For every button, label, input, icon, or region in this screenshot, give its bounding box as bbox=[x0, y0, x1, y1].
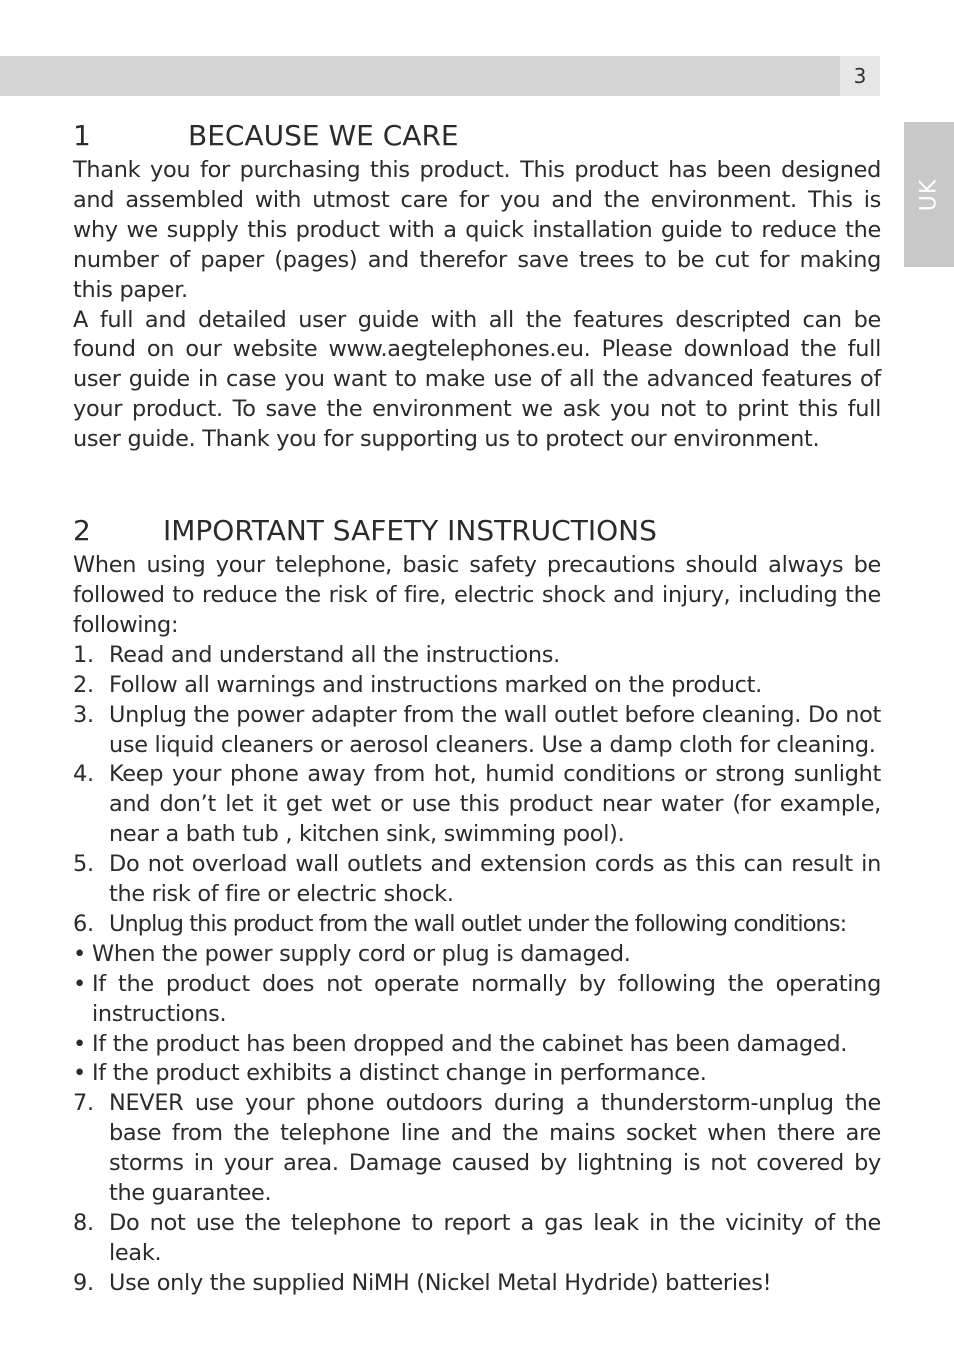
section-2-intro: When using your telephone, basic safety precautions should always be followed to reduce the risk of fire, electric shock and injury, including the following: bbox=[73, 552, 881, 638]
section-2-number: 2 bbox=[73, 514, 91, 548]
safety-instructions-list-continued bbox=[73, 1089, 881, 1298]
list-item-text: Keep your phone away from hot, humid conditions or strong sunlight and don’t let it get wet or use this product near water (for example, near a bath tub , kitchen sink, swimming pool). bbox=[109, 761, 881, 848]
list-item bbox=[73, 1269, 881, 1299]
page-content bbox=[73, 116, 881, 1299]
list-item bbox=[73, 1209, 881, 1269]
list-item-text: NEVER use your phone outdoors during a thunderstorm-unplug the base from the telephone line and the mains socket when there are storms in your area. Damage caused by lightning is not covered by the guarantee. bbox=[109, 1090, 881, 1207]
list-item bbox=[73, 850, 881, 910]
bullet-item bbox=[73, 970, 881, 1030]
bullet-marker: • bbox=[73, 970, 86, 997]
section-1-heading bbox=[73, 116, 881, 156]
list-item bbox=[73, 701, 881, 761]
list-item-text: Read and understand all the instructions. bbox=[109, 641, 560, 668]
section-2-heading bbox=[73, 511, 881, 551]
header-bar bbox=[0, 56, 840, 96]
list-marker: 8. bbox=[73, 1210, 94, 1236]
language-tab bbox=[904, 122, 954, 267]
page-number: 3 bbox=[840, 56, 880, 96]
conditions-list bbox=[73, 940, 881, 1090]
list-item-text: Follow all warnings and instructions marked on the product. bbox=[109, 671, 762, 698]
list-marker: 6. bbox=[73, 910, 94, 937]
list-item-text: Unplug the power adapter from the wall outlet before cleaning. Do not use liquid cleaners or aerosol cleaners. Use a damp cloth for cleaning. bbox=[109, 701, 881, 758]
list-marker: 3. bbox=[73, 701, 94, 728]
section-2-title: IMPORTANT SAFETY INSTRUCTIONS bbox=[163, 514, 657, 548]
language-tab-label: UK bbox=[916, 178, 942, 211]
bullet-item bbox=[73, 1059, 881, 1089]
list-item bbox=[73, 641, 881, 671]
list-item-text: Do not use the telephone to report a gas leak in the vicinity of the leak. bbox=[109, 1210, 881, 1266]
section-1-number: 1 bbox=[73, 119, 91, 152]
list-item-text: Unplug this product from the wall outlet under the following conditions: bbox=[109, 910, 847, 937]
bullet-marker: • bbox=[73, 1030, 86, 1057]
list-item bbox=[73, 760, 881, 850]
bullet-marker: • bbox=[73, 940, 86, 967]
list-marker: 5. bbox=[73, 851, 94, 878]
bullet-item-text: If the product does not operate normally by following the operating instructions. bbox=[92, 970, 881, 1027]
list-marker: 4. bbox=[73, 761, 94, 788]
bullet-item bbox=[73, 940, 881, 970]
bullet-item-text: If the product has been dropped and the cabinet has been damaged. bbox=[92, 1030, 848, 1057]
list-item bbox=[73, 1089, 881, 1209]
list-marker: 2. bbox=[73, 671, 94, 698]
list-item bbox=[73, 910, 881, 940]
list-item-text: Do not overload wall outlets and extension cords as this can result in the risk of fire or electric shock. bbox=[109, 851, 881, 908]
bullet-item-text: If the product exhibits a distinct change in performance. bbox=[92, 1060, 707, 1087]
list-item bbox=[73, 671, 881, 701]
section-1-title: BECAUSE WE CARE bbox=[188, 119, 459, 152]
bullet-item-text: When the power supply cord or plug is damaged. bbox=[92, 940, 631, 967]
section-1-paragraph-2: A full and detailed user guide with all the features descripted can be found on our website www.aegtelephones.eu. Please download the full user guide in case you want to make use of all the advanced features of your product. To save the environment we ask you not to print this full user guide. Thank you for supporting us to protect our environment. bbox=[73, 306, 881, 453]
list-marker: 7. bbox=[73, 1090, 94, 1117]
bullet-marker: • bbox=[73, 1060, 86, 1087]
safety-instructions-list bbox=[73, 641, 881, 940]
list-marker: 9. bbox=[73, 1269, 94, 1296]
list-item-text: Use only the supplied NiMH (Nickel Metal Hydride) batteries! bbox=[109, 1269, 772, 1296]
section-1-paragraph-1: Thank you for purchasing this product. This product has been designed and assembled with utmost care for you and the environment. This is why we supply this product with a quick installation guide to reduce the number of paper (pages) and therefor save trees to be cut for making this paper. bbox=[73, 157, 881, 303]
bullet-item bbox=[73, 1030, 881, 1060]
list-marker: 1. bbox=[73, 641, 94, 668]
